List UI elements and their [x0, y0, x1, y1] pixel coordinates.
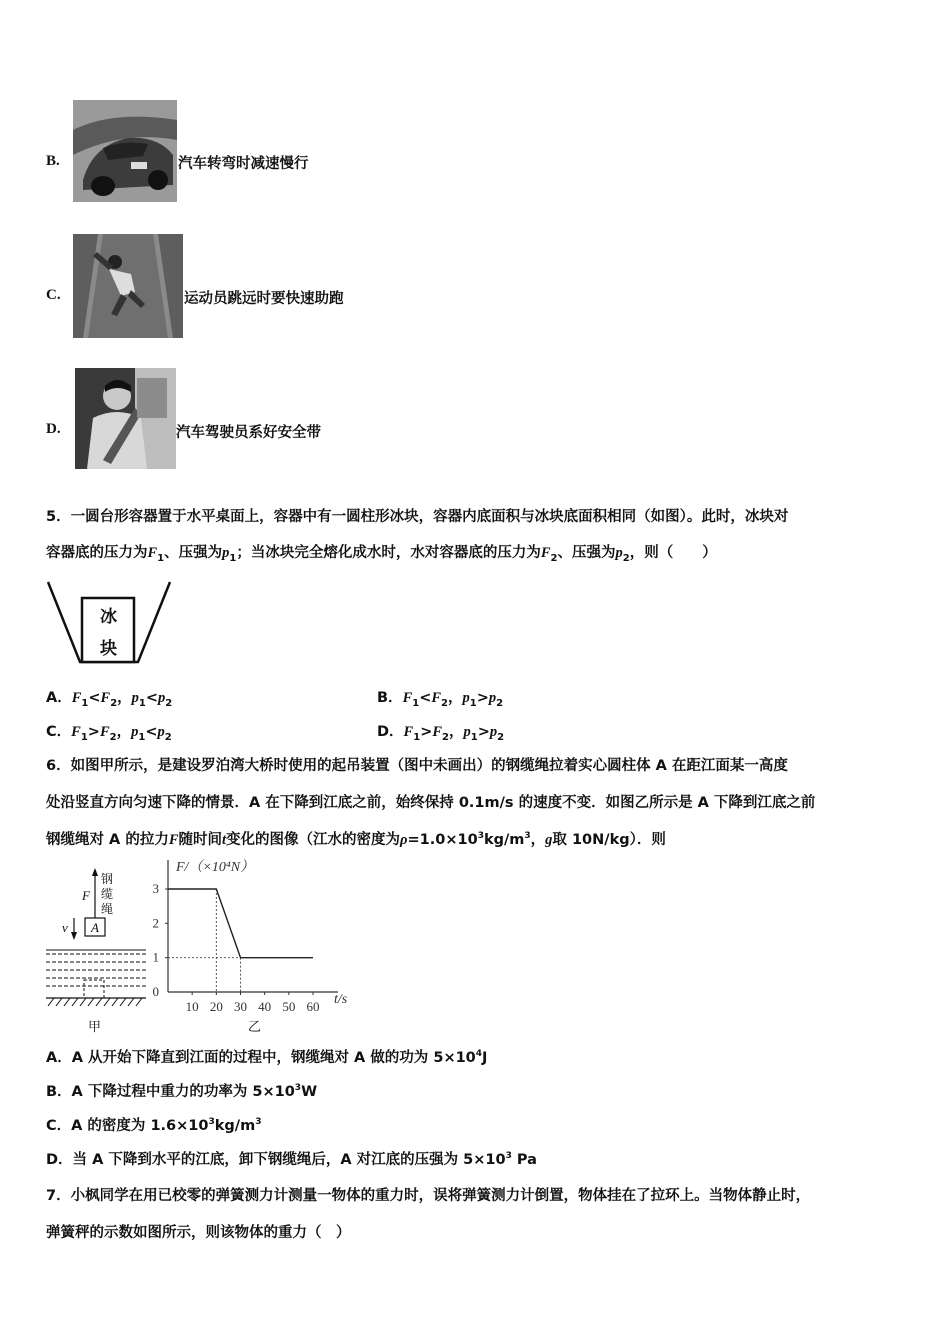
chart-y-tick-label: 1 [152, 949, 159, 965]
chart-xlabel: t/s [334, 992, 348, 1007]
q5-option-a[interactable]: A．$F_1<F_2$，$p_1<p_2$ [46, 690, 173, 709]
chart-x-tick-label: 10 [185, 999, 199, 1012]
q6-option-a[interactable]: A．A 从开始下降直到江面的过程中，钢缆绳对 A 做的功为 $5\times 10^4J$ [46, 1049, 488, 1066]
chart-x-tick-label: 50 [282, 999, 296, 1012]
q5-option-d[interactable]: D．$F_1>F_2$，$p_1>p_2$ [377, 724, 505, 743]
option-d-text: 汽车驾驶员系好安全带 [176, 425, 321, 441]
cable-label-1: 钢 [101, 872, 114, 886]
chart-x-tick-label: 20 [209, 999, 223, 1012]
option-c-letter: C. [46, 287, 61, 303]
option-d-letter: D. [46, 421, 61, 437]
cable-label-3: 绳 [101, 902, 114, 916]
chart-y-tick-label: 2 [152, 915, 159, 931]
q5-option-b[interactable]: B．$F_1<F_2$，$p_1>p_2$ [377, 690, 504, 709]
force-time-chart [150, 852, 370, 1012]
chart-x-tick-label: 30 [234, 999, 247, 1012]
q6-option-c[interactable]: C．A 的密度为 $1.6\times 10^3kg/m^3$ [46, 1117, 262, 1134]
figure-yi-caption: 乙 [248, 1020, 262, 1035]
chart-x-tick-label: 60 [306, 999, 320, 1012]
velocity-label: v [62, 920, 68, 935]
q6-option-b[interactable]: B．A 下降过程中重力的功率为 $5\times 10^3W$ [46, 1083, 318, 1100]
option-c-text: 运动员跳远时要快速助跑 [184, 291, 344, 307]
chart-series-line [168, 889, 313, 958]
ice-label-1: 冰 [100, 607, 117, 627]
q5-line1: 5．一圆台形容器置于水平桌面上，容器中有一圆柱形冰块，容器内底面积与冰块底面积相同（如图）。此时，冰块对 [46, 509, 789, 525]
q6-option-d[interactable]: D．当 A 下降到水平的江底，卸下钢缆绳后，A 对江底的压强为 $5\times 10^3$ Pa [46, 1151, 537, 1168]
q6-line2: 处沿竖直方向匀速下降的情景．A 在下降到江底之前，始终保持 0.1m/s 的速度不变．如图乙所示是 A 下降到江底之前 [46, 795, 816, 811]
ice-label-2: 块 [100, 639, 117, 659]
figure-jia-caption: 甲 [88, 1020, 102, 1035]
chart-y-tick-label: 3 [152, 881, 159, 896]
q6-line3: 钢缆绳对 A 的拉力F随时间t变化的图像（江水的密度为$\rho=1.0\times 10^3kg/m^3$，g取 10N/kg）．则 [46, 831, 666, 848]
long-jump-photo-icon [73, 234, 183, 338]
force-label: F [82, 888, 90, 903]
car-photo-icon [73, 100, 177, 202]
figure-jia-diagram [44, 866, 148, 1010]
seatbelt-photo-icon [75, 368, 176, 469]
q7-line2: 弹簧秤的示数如图所示，则该物体的重力（ ） [46, 1225, 351, 1241]
q7-line1: 7．小枫同学在用已校零的弹簧测力计测量一物体的重力时，误将弹簧测力计倒置，物体挂在了拉环上。当物体静止时， [46, 1188, 811, 1204]
option-b-text: 汽车转弯时减速慢行 [178, 156, 309, 172]
option-b-letter: B. [46, 153, 60, 169]
cable-label-2: 缆 [101, 887, 114, 901]
chart-x-tick-label: 40 [258, 999, 272, 1012]
block-a-label: A [91, 920, 99, 935]
q5-option-c[interactable]: C．$F_1>F_2$，$p_1<p_2$ [46, 724, 172, 743]
chart-x-tick-label: 0 [152, 984, 159, 999]
q5-line2: 容器底的压力为$F_1$、压强为$p_1$；当冰块完全熔化成水时，水对容器底的压力为$F_2$、压强为$p_2$，则（ ） [46, 545, 717, 564]
chart-ylabel: F/（×10⁴N） [176, 860, 255, 875]
q6-line1: 6．如图甲所示，是建设罗泊湾大桥时使用的起吊装置（图中未画出）的钢缆绳拉着实心圆柱体 A 在距江面某一高度 [46, 758, 788, 774]
